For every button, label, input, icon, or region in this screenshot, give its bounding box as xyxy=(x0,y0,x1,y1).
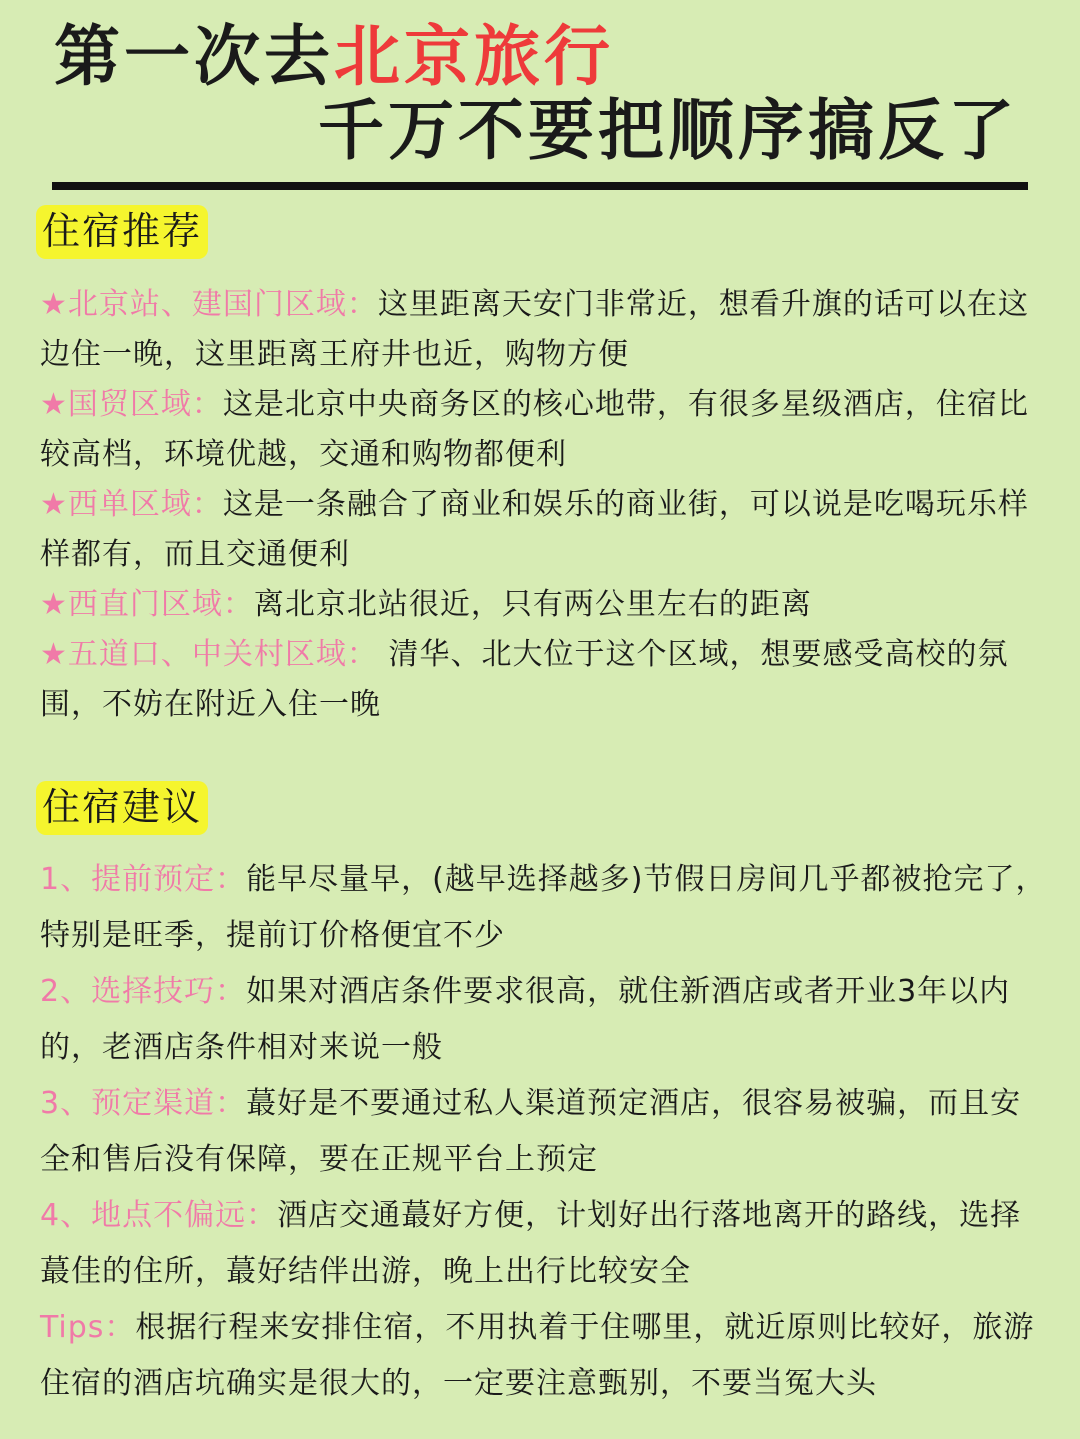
item-text: 根据行程来安排住宿，不用执着于住哪里，就近原则比较好，旅游住宿的酒店坑确实是很大的，一定要注意甄别，不要当冤大头 xyxy=(40,1310,1035,1401)
list-item xyxy=(40,1300,1050,1412)
item-text: 如果对酒店条件要求很高，就住新酒店或者开业3年以内的，老酒店条件相对来说一般 xyxy=(40,974,1011,1065)
item-label: 2、选择技巧： xyxy=(40,974,247,1009)
list-item xyxy=(40,1188,1050,1300)
item-label: ★西单区域： xyxy=(40,487,223,522)
page-title-line2: 千万不要把顺序搞反了 xyxy=(318,92,1018,169)
list-item xyxy=(40,630,1050,730)
item-text: 离北京北站很近，只有两公里左右的距离 xyxy=(253,587,812,622)
title-divider xyxy=(52,182,1028,190)
item-label: Tips： xyxy=(40,1310,136,1345)
item-label: 1、提前预定： xyxy=(40,862,247,897)
item-label: ★西直门区域： xyxy=(40,587,254,622)
item-text: 这里距离天安门非常近，想看升旗的话可以在这边住一晚，这里距离王府井也近，购物方便 xyxy=(40,287,1029,372)
item-text: 这是北京中央商务区的核心地带，有很多星级酒店，住宿比较高档，环境优越，交通和购物都便利 xyxy=(40,387,1029,472)
item-label: ★五道口、中关村区域： xyxy=(40,637,378,672)
page-title-line1 xyxy=(54,18,614,95)
list-item xyxy=(40,280,1050,380)
list-item xyxy=(40,580,1050,630)
recommend-list xyxy=(40,280,1050,730)
item-text: 酒店交通蕞好方便，计划好出行落地离开的路线，选择蕞佳的住所，蕞好结伴出游，晚上出行比较安全 xyxy=(40,1198,1022,1289)
item-text: 蕞好是不要通过私人渠道预定酒店，很容易被骗，而且安全和售后没有保障，要在正规平台上预定 xyxy=(40,1086,1022,1177)
item-label: 3、预定渠道： xyxy=(40,1086,247,1121)
item-text: 这是一条融合了商业和娱乐的商业街，可以说是吃喝玩乐样样都有，而且交通便利 xyxy=(40,487,1029,572)
advice-list xyxy=(40,852,1050,1412)
list-item xyxy=(40,380,1050,480)
section-heading-advice: 住宿建议 xyxy=(36,781,208,835)
section-heading-recommend: 住宿推荐 xyxy=(36,205,208,259)
list-item xyxy=(40,852,1050,964)
title-black: 第一次去 xyxy=(54,18,334,95)
item-label: ★北京站、建国门区域： xyxy=(40,287,378,322)
list-item xyxy=(40,964,1050,1076)
title-red: 北京旅行 xyxy=(334,18,614,95)
item-label: ★国贸区域： xyxy=(40,387,223,422)
list-item xyxy=(40,1076,1050,1188)
item-text: 能早尽量早，(越早选择越多)节假日房间几乎都被抢完了，特别是旺季，提前订价格便宜不少 xyxy=(40,862,1047,953)
item-label: 4、地点不偏远： xyxy=(40,1198,278,1233)
list-item xyxy=(40,480,1050,580)
item-text: 清华、北大位于这个区域，想要感受高校的氛围，不妨在附近入住一晚 xyxy=(40,637,1009,722)
